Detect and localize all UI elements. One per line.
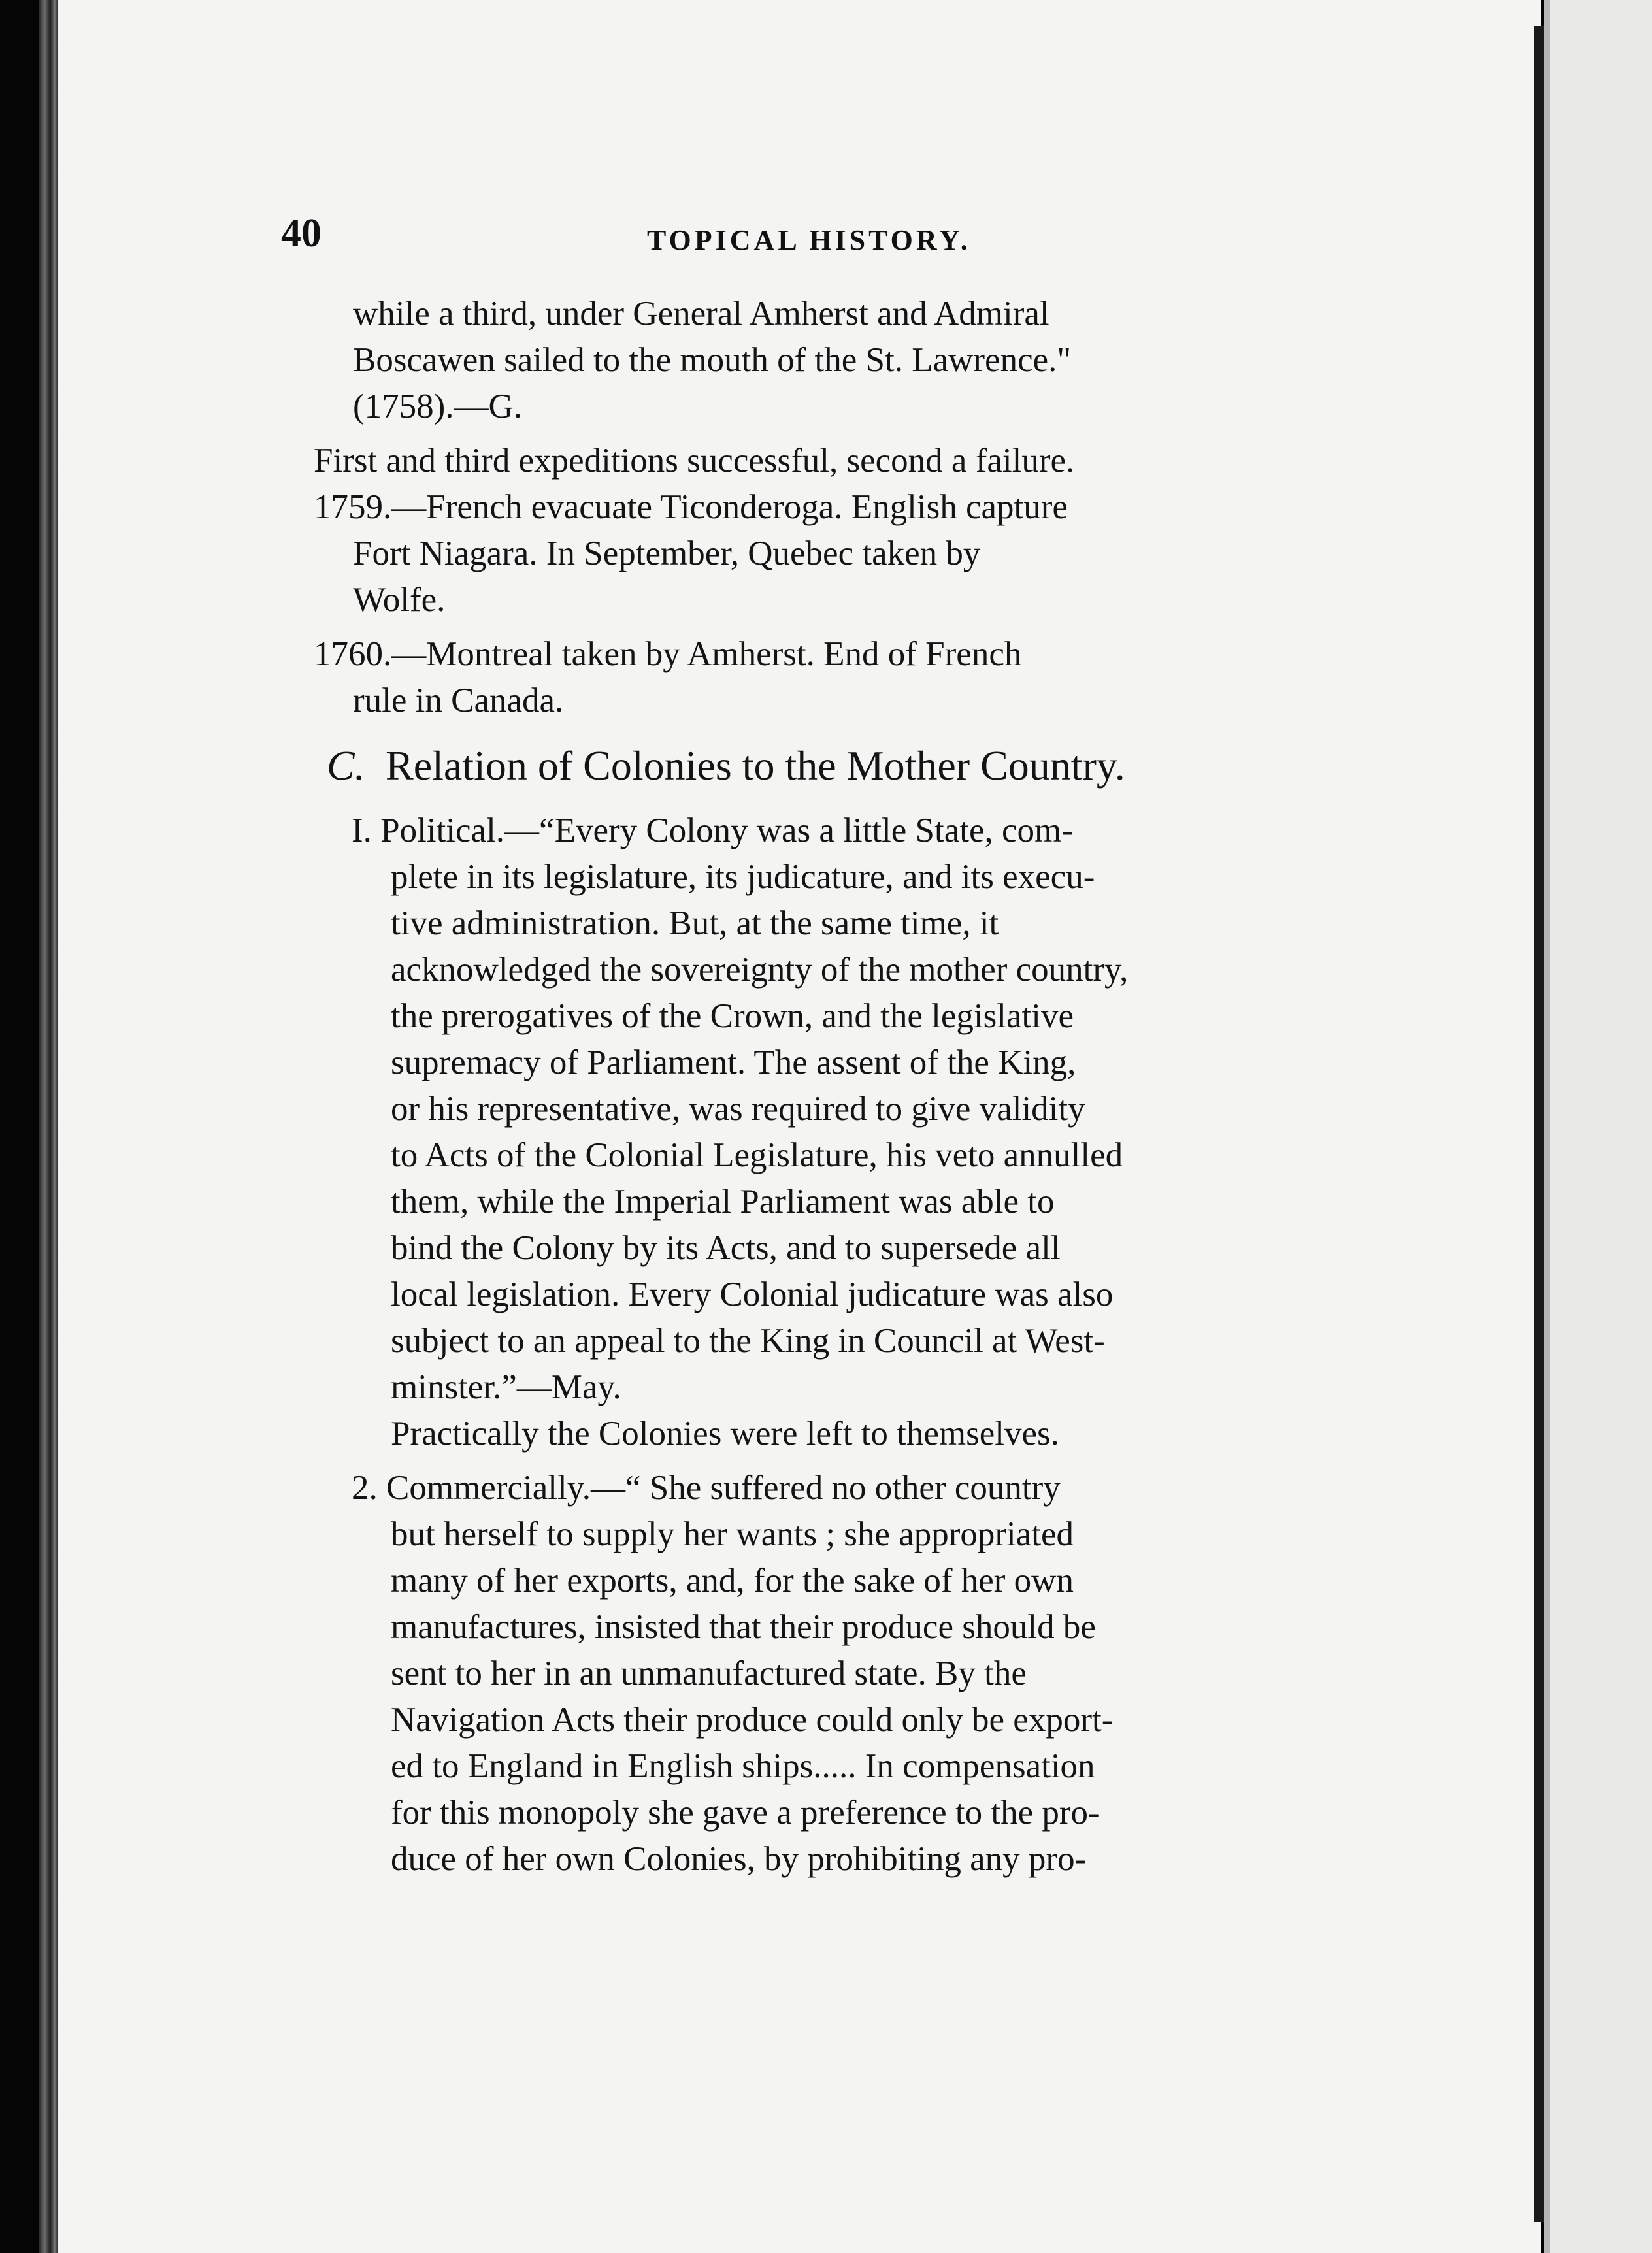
text-line: 1760.—Montreal taken by Amherst. End of French bbox=[314, 635, 1022, 673]
text-line: Fort Niagara. In September, Quebec taken by bbox=[353, 534, 981, 572]
text-line: to Acts of the Colonial Legislature, his veto annulled bbox=[391, 1136, 1123, 1174]
text-line: but herself to supply her wants ; she appropriated bbox=[391, 1515, 1074, 1553]
text-line: (1758).—G. bbox=[353, 387, 523, 425]
text-line: the prerogatives of the Crown, and the legislative bbox=[391, 997, 1074, 1035]
quote-continuation bbox=[314, 291, 1333, 430]
paragraph-first-third: First and third expeditions successful, second a failure. bbox=[314, 442, 1075, 480]
commercial-paragraph bbox=[314, 1465, 1333, 1883]
section-letter: C. bbox=[327, 742, 365, 789]
page-gutter-shadow bbox=[1534, 26, 1544, 2222]
page-body bbox=[314, 291, 1333, 1883]
text-line: Navigation Acts their produce could only be export- bbox=[391, 1701, 1114, 1739]
facing-page-edge bbox=[1544, 0, 1652, 2253]
text-line: manufactures, insisted that their produce should be bbox=[391, 1608, 1096, 1646]
text-line: acknowledged the sovereignty of the mother country, bbox=[391, 951, 1129, 989]
page-number: 40 bbox=[281, 211, 322, 255]
section-heading bbox=[314, 736, 1333, 796]
text-line: minster.”—May. bbox=[391, 1368, 621, 1406]
entry-1759 bbox=[314, 484, 1333, 623]
text-line: rule in Canada. bbox=[353, 682, 564, 719]
text-line: plete in its legislature, its judicature, and its execu- bbox=[391, 858, 1095, 896]
text-line: 1759.—French evacuate Ticonderoga. English capture bbox=[314, 488, 1068, 526]
running-title: TOPICAL HISTORY. bbox=[647, 224, 971, 256]
scan-background-left bbox=[0, 0, 39, 2253]
text-line: ed to England in English ships..... In compensation bbox=[391, 1747, 1095, 1785]
text-line: while a third, under General Amherst and Admiral bbox=[353, 295, 1049, 333]
page-stack-edge bbox=[39, 0, 58, 2253]
text-line: tive administration. But, at the same time, it bbox=[391, 904, 999, 942]
political-paragraph bbox=[314, 808, 1333, 1457]
section-title: Relation of Colonies to the Mother Country. bbox=[386, 742, 1125, 789]
text-line: subject to an appeal to the King in Council at West- bbox=[391, 1322, 1105, 1360]
text-line: I. Political.—“Every Colony was a little State, com- bbox=[352, 812, 1073, 849]
facing-page-rule bbox=[1544, 0, 1550, 2253]
text-line: supremacy of Parliament. The assent of the King, bbox=[391, 1044, 1076, 1081]
text-line: Wolfe. bbox=[353, 581, 446, 619]
text-line: sent to her in an unmanufactured state. By the bbox=[391, 1654, 1027, 1692]
text-line: them, while the Imperial Parliament was able to bbox=[391, 1183, 1055, 1221]
text-line: many of her exports, and, for the sake of her own bbox=[391, 1562, 1074, 1600]
text-line: bind the Colony by its Acts, and to supersede all bbox=[391, 1229, 1061, 1267]
entry-1760 bbox=[314, 631, 1333, 724]
text-line: 2. Commercially.—“ She suffered no other country bbox=[352, 1469, 1061, 1507]
text-line: Boscawen sailed to the mouth of the St. Lawrence." bbox=[353, 341, 1071, 379]
text-line: for this monopoly she gave a preference to the pro- bbox=[391, 1794, 1100, 1832]
text-line: duce of her own Colonies, by prohibiting any pro- bbox=[391, 1840, 1087, 1878]
text-line: or his representative, was required to give validity bbox=[391, 1090, 1085, 1128]
paragraph-practically: Practically the Colonies were left to themselves. bbox=[391, 1415, 1059, 1453]
text-line: local legislation. Every Colonial judicature was also bbox=[391, 1275, 1114, 1313]
running-head bbox=[281, 210, 1327, 263]
